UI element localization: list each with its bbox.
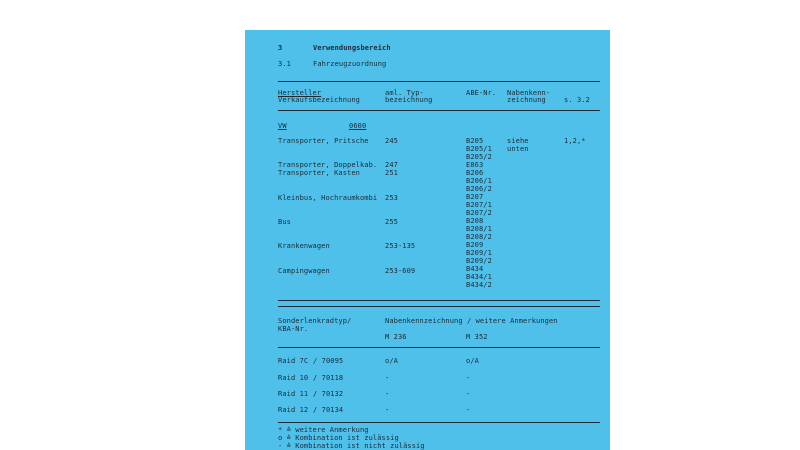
table-end-rule-2 (278, 306, 600, 307)
header-hersteller: Hersteller (278, 89, 322, 97)
vehicle-typ: 247 (385, 161, 398, 169)
header-anmerk-2: s. 3.2 (564, 96, 590, 104)
t2-row-m352: o/A (466, 357, 479, 365)
vehicle-typ: 255 (385, 218, 398, 226)
t2-end-rule (278, 422, 600, 423)
t2-col-m352: M 352 (466, 333, 488, 341)
abe-number-list (466, 137, 492, 289)
t2-row-m352: - (466, 406, 471, 414)
abe-number: B207/1 (466, 201, 492, 209)
abe-number: B207 (466, 193, 484, 201)
t2-row-type: Raid 10 (278, 374, 309, 382)
abe-number: B434 (466, 265, 484, 273)
legend-line: o ≙ Kombination ist zulässig (278, 434, 399, 442)
header-typ-1: aml. Typ- (385, 89, 424, 97)
t2-row-kba: / 70118 (313, 374, 344, 382)
table-end-rule-1 (278, 300, 600, 301)
vehicle-name: Transporter, Kasten (278, 169, 360, 177)
abe-number: B208 (466, 217, 484, 225)
vehicle-typ: 253-135 (385, 242, 416, 250)
header-rule (278, 110, 600, 111)
abe-number: B205 (466, 137, 484, 145)
t2-row-m236: o/A (385, 357, 398, 365)
t2-header-rule (278, 347, 600, 348)
t2-row-m352: - (466, 390, 471, 398)
section-number: 3 (278, 44, 283, 52)
vehicle-typ: 245 (385, 137, 398, 145)
t2-row-kba: / 70095 (313, 357, 344, 365)
legend-line: - ≙ Kombination ist nicht zulässig (278, 442, 425, 450)
vehicle-typ: 253-609 (385, 267, 416, 275)
t2-row-m236: - (385, 406, 390, 414)
table-top-rule (278, 81, 600, 82)
vehicle-name: Kleinbus, Hochraumkombi (278, 194, 378, 202)
legend-line: * ≙ weitere Anmerkung (278, 426, 369, 434)
t2-header-right: Nabenkennzeichnung / weitere Anmerkungen (385, 317, 558, 325)
abe-number: B209 (466, 241, 484, 249)
vehicle-name: Transporter, Doppelkab. (278, 161, 378, 169)
header-typ-2: bezeichnung (385, 96, 433, 104)
document-page (245, 30, 610, 450)
vehicle-name: Krankenwagen (278, 242, 330, 250)
naben-note-2: unten (507, 145, 529, 153)
abe-number: B434/2 (466, 281, 492, 289)
t2-row-type: Raid 12 (278, 406, 309, 414)
t2-col-m236: M 236 (385, 333, 407, 341)
t2-row-type: Raid 7C (278, 357, 309, 365)
abe-number: B434/1 (466, 273, 492, 281)
vehicle-name: Bus (278, 218, 291, 226)
abe-number: B206/2 (466, 185, 492, 193)
abe-number: B208/2 (466, 233, 492, 241)
section-title: Verwendungsbereich (313, 44, 391, 52)
anmerk-value: 1,2,* (564, 137, 586, 145)
subsection-number: 3.1 (278, 60, 291, 68)
abe-number: B207/2 (466, 209, 492, 217)
t2-row-m352: - (466, 374, 471, 382)
header-verkauf: Verkaufsbezeichnung (278, 96, 360, 104)
t2-row-kba: / 70132 (313, 390, 344, 398)
vehicle-typ: 251 (385, 169, 398, 177)
abe-number: B209/1 (466, 249, 492, 257)
t2-row-kba: / 70134 (313, 406, 344, 414)
abe-number: B206 (466, 169, 484, 177)
vehicle-name: Campingwagen (278, 267, 330, 275)
abe-number: B206/1 (466, 177, 492, 185)
vehicle-typ: 253 (385, 194, 398, 202)
header-naben-2: zeichnung (507, 96, 546, 104)
t2-row-type: Raid 11 (278, 390, 309, 398)
header-naben-1: Nabenkenn- (507, 89, 551, 97)
t2-header-type: Sonderlenkradtyp/ (278, 317, 352, 325)
t2-header-kba: KBA-Nr. (278, 325, 309, 333)
abe-number: E863 (466, 161, 484, 169)
header-abe: ABE-Nr. (466, 89, 497, 97)
subsection-title: Fahrzeugzuordnung (313, 60, 387, 68)
naben-note-1: siehe (507, 137, 529, 145)
abe-number: B209/2 (466, 257, 492, 265)
abe-number: B208/1 (466, 225, 492, 233)
t2-row-m236: - (385, 390, 390, 398)
vehicle-name: Transporter, Pritsche (278, 137, 369, 145)
maker-name: VW (278, 122, 287, 130)
abe-number: B205/1 (466, 145, 492, 153)
maker-code: 0600 (349, 122, 367, 130)
abe-number: B205/2 (466, 153, 492, 161)
t2-row-m236: - (385, 374, 390, 382)
